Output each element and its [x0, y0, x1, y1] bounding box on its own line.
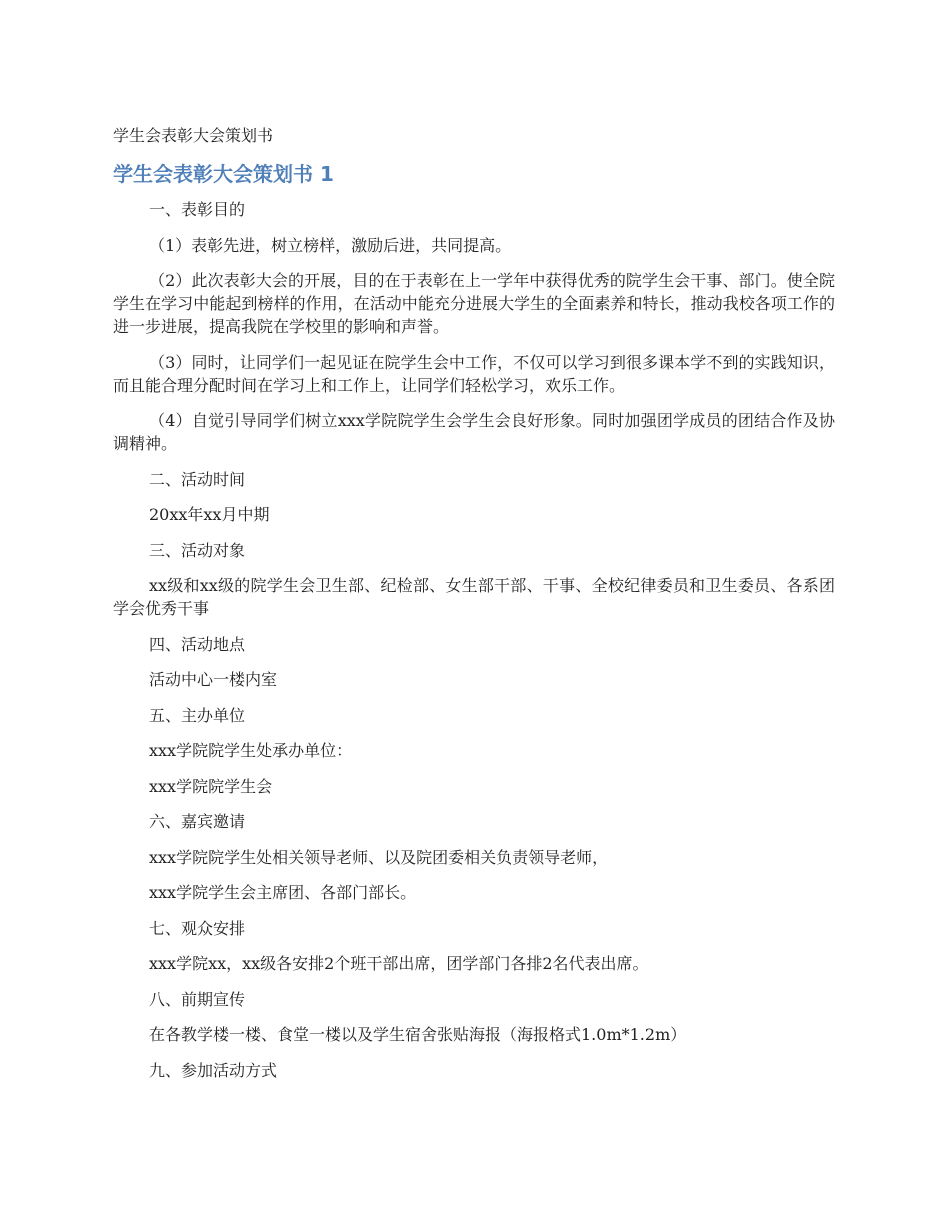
section-heading: 学生会表彰大会策划书 1 [113, 162, 334, 186]
paragraph-promotion-heading: 八、前期宣传 [149, 989, 246, 1009]
paragraph-audience: xx级和xx级的院学生会卫生部、纪检部、女生部干部、干事、全校纪律委员和卫生委员、各系团学会优秀干事 [113, 576, 835, 618]
paragraph-time: 20xx年xx月中期 [149, 505, 270, 524]
document-title: 学生会表彰大会策划书 [113, 126, 274, 145]
paragraph-goal-2: （2）此次表彰大会的开展，目的在于表彰在上一学年中获得优秀的院学生会干事、部门。使全院学生在学习中能起到榜样的作用，在活动中能充分进展大学生的全面素养和特长，推动我校各项工作的进一步进展，提高我院在学校里的影响和声誉。 [113, 271, 835, 336]
paragraph-co-organizer: xxx学院院学生会 [149, 776, 273, 796]
document-body [113, 124, 835, 1094]
paragraph-seating: xxx学院xx，xx级各安排2个班干部出席，团学部门各排2名代表出席。 [149, 954, 649, 973]
paragraph-location: 活动中心一楼内室 [149, 670, 278, 689]
paragraph-organizer-heading: 五、主办单位 [149, 705, 246, 725]
paragraph-guests-heading: 六、嘉宾邀请 [149, 812, 246, 831]
paragraph-goal-1: （1）表彰先进，树立榜样，激励后进，共同提高。 [149, 235, 512, 255]
paragraph-promotion: 在各教学楼一楼、食堂一楼以及学生宿舍张贴海报（海报格式1.0m*1.2m） [149, 1025, 687, 1044]
paragraph-goal-4: （4）自觉引导同学们树立xxx学院院学生会学生会良好形象。同时加强团学成员的团结合作及协调精神。 [113, 411, 835, 453]
paragraph-location-heading: 四、活动地点 [149, 634, 246, 654]
paragraph-guests-2: xxx学院学生会主席团、各部门部长。 [149, 883, 417, 902]
paragraph-time-heading: 二、活动时间 [149, 469, 246, 489]
paragraph-participation-heading: 九、参加活动方式 [149, 1060, 278, 1080]
paragraph-guests-1: xxx学院院学生处相关领导老师、以及院团委相关负责领导老师， [149, 847, 609, 867]
paragraph-goal-3: （3）同时，让同学们一起见证在院学生会中工作，不仅可以学习到很多课本学不到的实践知识，而且能合理分配时间在学习上和工作上，让同学们轻松学习，欢乐工作。 [113, 352, 835, 395]
paragraph-organizer: xxx学院院学生处承办单位： [149, 741, 353, 760]
paragraph-goal-heading: 一、表彰目的 [149, 200, 246, 219]
paragraph-audience-heading: 三、活动对象 [149, 540, 246, 560]
paragraph-seating-heading: 七、观众安排 [149, 918, 246, 938]
